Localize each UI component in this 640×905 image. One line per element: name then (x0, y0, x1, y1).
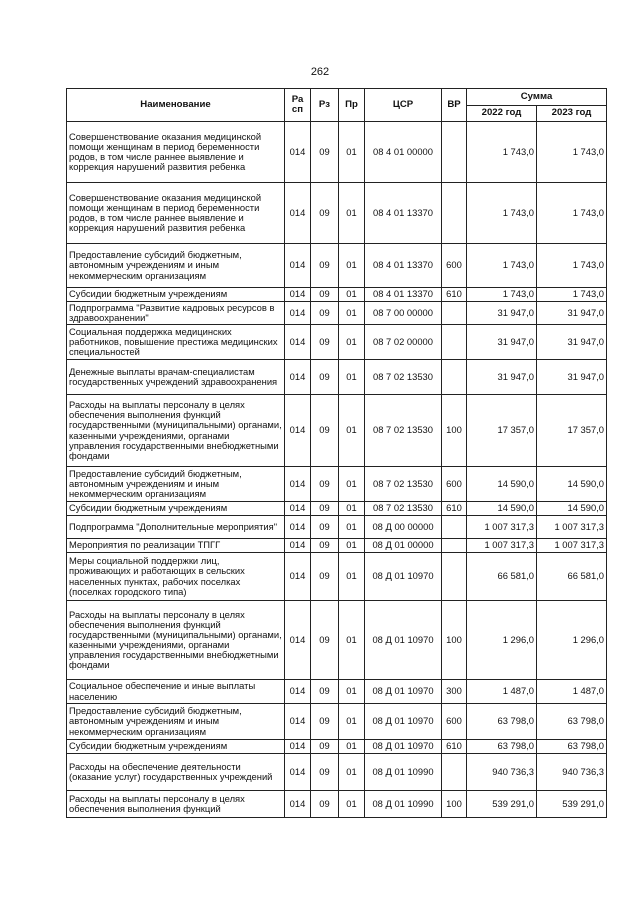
budget-table (66, 88, 607, 818)
row-name: Денежные выплаты врачам-специалистам государственных учреждений здравоохранения (67, 360, 285, 395)
row-name: Субсидии бюджетным учреждениям (67, 288, 285, 302)
table-body (67, 122, 607, 818)
row-pr: 01 (339, 360, 365, 395)
row-csr: 08 7 02 13530 (365, 502, 442, 516)
row-pr: 01 (339, 740, 365, 754)
table-row (67, 791, 607, 818)
header-rz: Рз (311, 89, 339, 122)
row-rasp: 014 (285, 325, 311, 360)
row-rasp: 014 (285, 680, 311, 704)
row-sum-2022: 63 798,0 (467, 704, 537, 740)
row-csr: 08 4 01 13370 (365, 183, 442, 244)
row-sum-2022: 1 743,0 (467, 244, 537, 288)
table-row (67, 360, 607, 395)
row-name: Субсидии бюджетным учреждениям (67, 502, 285, 516)
row-name: Социальная поддержка медицинских работников, повышение престижа медицинских специальностей (67, 325, 285, 360)
row-name: Социальное обеспечение и иные выплаты населению (67, 680, 285, 704)
row-sum-2023: 66 581,0 (537, 553, 607, 601)
row-pr: 01 (339, 791, 365, 818)
row-rz: 09 (311, 302, 339, 325)
row-pr: 01 (339, 183, 365, 244)
row-pr: 01 (339, 325, 365, 360)
row-csr: 08 4 01 13370 (365, 288, 442, 302)
header-vr: ВР (442, 89, 467, 122)
row-sum-2023: 31 947,0 (537, 325, 607, 360)
row-pr: 01 (339, 467, 365, 502)
table-row (67, 467, 607, 502)
header-year-2023: 2023 год (537, 106, 607, 122)
table-row (67, 183, 607, 244)
table-row (67, 601, 607, 680)
row-sum-2022: 17 357,0 (467, 395, 537, 467)
row-vr (442, 183, 467, 244)
table-row (67, 302, 607, 325)
table-row (67, 325, 607, 360)
row-pr: 01 (339, 302, 365, 325)
row-rz: 09 (311, 704, 339, 740)
row-rz: 09 (311, 244, 339, 288)
row-rz: 09 (311, 122, 339, 183)
row-name: Совершенствование оказания медицинской помощи женщинам в период беременности родов, в том числе раннее выявление и коррекция нарушений развития ребенка (67, 183, 285, 244)
row-csr: 08 7 02 13530 (365, 395, 442, 467)
row-sum-2023: 17 357,0 (537, 395, 607, 467)
row-pr: 01 (339, 395, 365, 467)
row-rasp: 014 (285, 302, 311, 325)
row-sum-2022: 1 743,0 (467, 183, 537, 244)
row-csr: 08 Д 01 10990 (365, 754, 442, 791)
table-row (67, 244, 607, 288)
row-rz: 09 (311, 516, 339, 539)
row-pr: 01 (339, 502, 365, 516)
row-csr: 08 Д 01 00000 (365, 539, 442, 553)
row-rasp: 014 (285, 183, 311, 244)
row-pr: 01 (339, 244, 365, 288)
row-sum-2022: 31 947,0 (467, 325, 537, 360)
row-name: Расходы на обеспечение деятельности (оказание услуг) государственных учреждений (67, 754, 285, 791)
table-row (67, 288, 607, 302)
row-pr: 01 (339, 539, 365, 553)
row-csr: 08 Д 01 10970 (365, 680, 442, 704)
header-sum: Сумма (467, 89, 607, 106)
row-sum-2023: 63 798,0 (537, 704, 607, 740)
row-pr: 01 (339, 553, 365, 601)
header-year-2022: 2022 год (467, 106, 537, 122)
row-sum-2023: 1 007 317,3 (537, 516, 607, 539)
row-pr: 01 (339, 122, 365, 183)
page-number: 262 (310, 66, 330, 78)
row-sum-2022: 63 798,0 (467, 740, 537, 754)
row-sum-2022: 940 736,3 (467, 754, 537, 791)
row-rasp: 014 (285, 704, 311, 740)
row-rasp: 014 (285, 601, 311, 680)
row-vr (442, 516, 467, 539)
row-vr: 100 (442, 791, 467, 818)
row-sum-2022: 66 581,0 (467, 553, 537, 601)
row-vr (442, 553, 467, 601)
row-vr: 100 (442, 601, 467, 680)
row-sum-2023: 31 947,0 (537, 360, 607, 395)
row-rz: 09 (311, 754, 339, 791)
row-vr: 100 (442, 395, 467, 467)
row-sum-2022: 14 590,0 (467, 502, 537, 516)
row-name: Предоставление субсидий бюджетным, автономным учреждениям и иным некоммерческим организациям (67, 704, 285, 740)
table-row (67, 740, 607, 754)
row-sum-2023: 31 947,0 (537, 302, 607, 325)
row-sum-2023: 63 798,0 (537, 740, 607, 754)
row-sum-2022: 1 007 317,3 (467, 516, 537, 539)
row-sum-2023: 1 743,0 (537, 183, 607, 244)
row-name: Расходы на выплаты персоналу в целях обеспечения выполнения функций государственными (муниципальными) органами, казенными учреждениями, органами управления государственными внебюджетными фондами (67, 395, 285, 467)
row-rz: 09 (311, 740, 339, 754)
row-vr (442, 360, 467, 395)
row-rz: 09 (311, 680, 339, 704)
header-pr: Пр (339, 89, 365, 122)
table-row (67, 754, 607, 791)
row-rz: 09 (311, 502, 339, 516)
row-name: Совершенствование оказания медицинской помощи женщинам в период беременности родов, в том числе раннее выявление и коррекция нарушений развития ребенка (67, 122, 285, 183)
row-rz: 09 (311, 539, 339, 553)
row-name: Предоставление субсидий бюджетным, автономным учреждениям и иным некоммерческим организациям (67, 244, 285, 288)
row-vr: 300 (442, 680, 467, 704)
row-sum-2022: 14 590,0 (467, 467, 537, 502)
row-sum-2022: 1 743,0 (467, 288, 537, 302)
table-row (67, 553, 607, 601)
row-pr: 01 (339, 704, 365, 740)
row-sum-2022: 1 487,0 (467, 680, 537, 704)
row-name: Подпрограмма "Дополнительные мероприятия" (67, 516, 285, 539)
row-rasp: 014 (285, 288, 311, 302)
row-vr (442, 122, 467, 183)
table-row (67, 122, 607, 183)
row-name: Меры социальной поддержки лиц, проживающих и работающих в сельских населенных пунктах, рабочих поселках (поселках городского типа) (67, 553, 285, 601)
row-csr: 08 Д 01 10970 (365, 601, 442, 680)
row-rasp: 014 (285, 395, 311, 467)
row-name: Расходы на выплаты персоналу в целях обеспечения выполнения функций государственными (муниципальными) органами, казенными учреждениями, органами управления государственными внебюджетными фондами (67, 601, 285, 680)
row-name: Предоставление субсидий бюджетным, автономным учреждениям и иным некоммерческим организациям (67, 467, 285, 502)
row-rz: 09 (311, 553, 339, 601)
row-vr (442, 302, 467, 325)
row-vr (442, 539, 467, 553)
row-pr: 01 (339, 288, 365, 302)
row-rz: 09 (311, 467, 339, 502)
row-vr: 610 (442, 502, 467, 516)
row-rasp: 014 (285, 539, 311, 553)
row-sum-2022: 1 743,0 (467, 122, 537, 183)
row-csr: 08 7 02 00000 (365, 325, 442, 360)
row-sum-2023: 1 743,0 (537, 244, 607, 288)
row-csr: 08 Д 01 10970 (365, 553, 442, 601)
row-sum-2023: 1 743,0 (537, 288, 607, 302)
row-vr: 600 (442, 467, 467, 502)
row-sum-2023: 539 291,0 (537, 791, 607, 818)
row-name: Подпрограмма "Развитие кадровых ресурсов в здравоохранении" (67, 302, 285, 325)
row-rz: 09 (311, 395, 339, 467)
row-vr: 610 (442, 288, 467, 302)
row-sum-2023: 14 590,0 (537, 502, 607, 516)
header-name: Наименование (67, 89, 285, 122)
row-sum-2022: 1 007 317,3 (467, 539, 537, 553)
table-row (67, 704, 607, 740)
row-csr: 08 Д 00 00000 (365, 516, 442, 539)
row-rz: 09 (311, 288, 339, 302)
row-sum-2023: 14 590,0 (537, 467, 607, 502)
row-vr (442, 325, 467, 360)
table-row (67, 395, 607, 467)
row-rasp: 014 (285, 122, 311, 183)
row-rasp: 014 (285, 791, 311, 818)
header-csr: ЦСР (365, 89, 442, 122)
row-sum-2023: 1 007 317,3 (537, 539, 607, 553)
row-pr: 01 (339, 516, 365, 539)
row-rz: 09 (311, 791, 339, 818)
row-csr: 08 7 02 13530 (365, 467, 442, 502)
row-pr: 01 (339, 754, 365, 791)
row-vr: 610 (442, 740, 467, 754)
row-rasp: 014 (285, 467, 311, 502)
row-pr: 01 (339, 601, 365, 680)
row-sum-2022: 539 291,0 (467, 791, 537, 818)
row-sum-2023: 1 487,0 (537, 680, 607, 704)
row-csr: 08 Д 01 10970 (365, 740, 442, 754)
table-row (67, 502, 607, 516)
row-csr: 08 4 01 00000 (365, 122, 442, 183)
row-pr: 01 (339, 680, 365, 704)
row-rz: 09 (311, 183, 339, 244)
row-name: Мероприятия по реализации ТПГГ (67, 539, 285, 553)
row-rasp: 014 (285, 360, 311, 395)
row-sum-2023: 1 743,0 (537, 122, 607, 183)
row-sum-2022: 31 947,0 (467, 360, 537, 395)
row-csr: 08 Д 01 10990 (365, 791, 442, 818)
row-rasp: 014 (285, 553, 311, 601)
row-csr: 08 7 00 00000 (365, 302, 442, 325)
row-rasp: 014 (285, 754, 311, 791)
row-csr: 08 7 02 13530 (365, 360, 442, 395)
row-rz: 09 (311, 325, 339, 360)
table-row (67, 516, 607, 539)
row-vr: 600 (442, 244, 467, 288)
row-rasp: 014 (285, 740, 311, 754)
row-csr: 08 Д 01 10970 (365, 704, 442, 740)
row-name: Субсидии бюджетным учреждениям (67, 740, 285, 754)
row-rasp: 014 (285, 502, 311, 516)
row-rz: 09 (311, 360, 339, 395)
row-rasp: 014 (285, 516, 311, 539)
header-rasp: Ра сп (285, 89, 311, 122)
row-sum-2023: 940 736,3 (537, 754, 607, 791)
row-csr: 08 4 01 13370 (365, 244, 442, 288)
table-row (67, 539, 607, 553)
row-sum-2022: 1 296,0 (467, 601, 537, 680)
row-vr (442, 754, 467, 791)
row-name: Расходы на выплаты персоналу в целях обеспечения выполнения функций (67, 791, 285, 818)
row-sum-2022: 31 947,0 (467, 302, 537, 325)
row-rz: 09 (311, 601, 339, 680)
row-rasp: 014 (285, 244, 311, 288)
table-row (67, 680, 607, 704)
row-vr: 600 (442, 704, 467, 740)
row-sum-2023: 1 296,0 (537, 601, 607, 680)
